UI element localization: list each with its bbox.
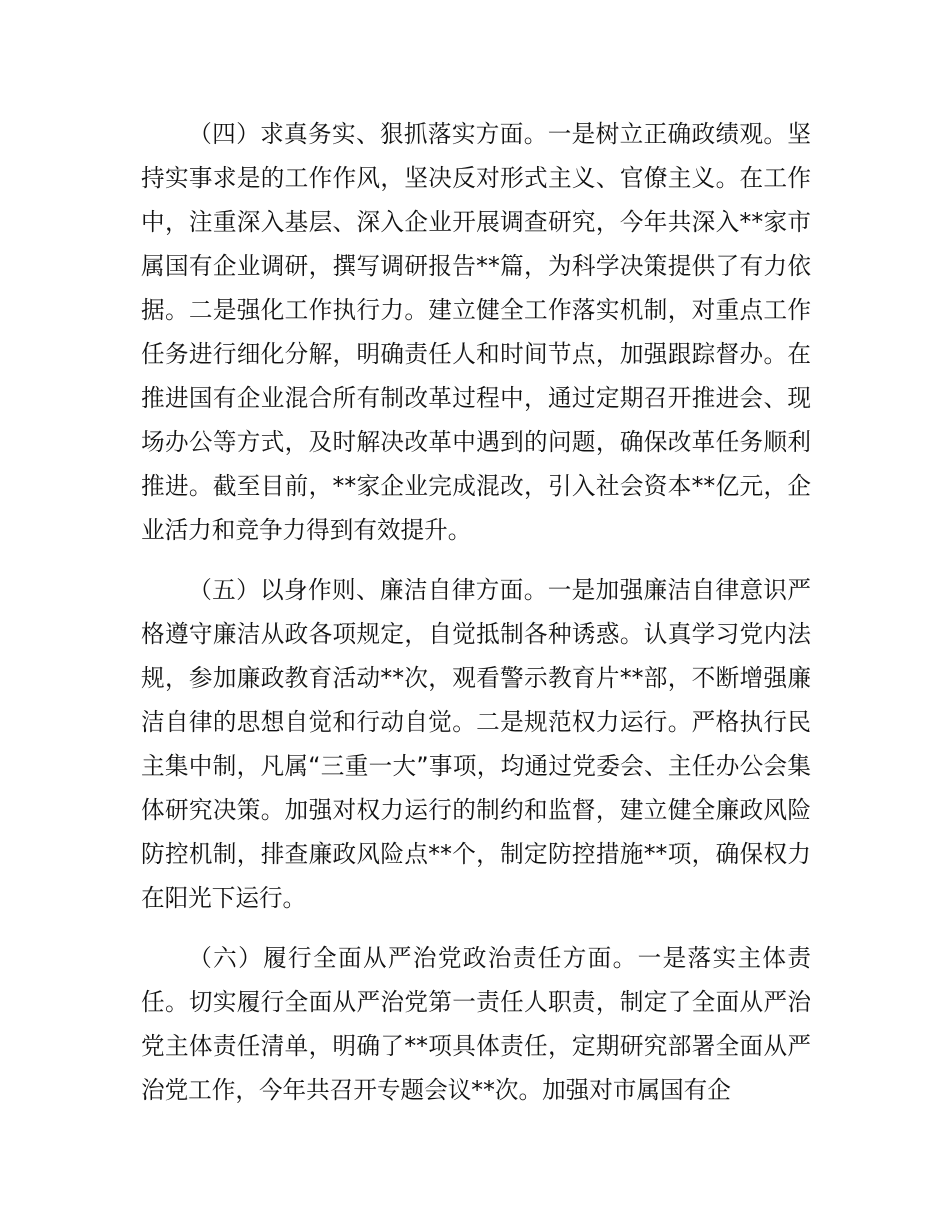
document-body (141, 112, 811, 1128)
paragraph-section-4: （四）求真务实、狠抓落实方面。一是树立正确政绩观。坚持实事求是的工作作风，坚决反对形式主义、官僚主义。在工作中，注重深入基层、深入企业开展调查研究，今年共深入**家市属国有企业调研，撰写调研报告**篇，为科学决策提供了有力依据。二是强化工作执行力。建立健全工作落实机制，对重点工作任务进行细化分解，明确责任人和时间节点，加强跟踪督办。在推进国有企业混合所有制改革过程中，通过定期召开推进会、现场办公等方式，及时解决改革中遇到的问题，确保改革任务顺利推进。截至目前，**家企业完成混改，引入社会资本**亿元，企业活力和竞争力得到有效提升。 (141, 120, 811, 544)
paragraph-section-5: （五）以身作则、廉洁自律方面。一是加强廉洁自律意识严格遵守廉洁从政各项规定，自觉抵制各种诱惑。认真学习党内法规，参加廉政教育活动**次，观看警示教育片**部，不断增强廉洁自律的思想自觉和行动自觉。二是规范权力运行。严格执行民主集中制，凡属“三重一大”事项，均通过党委会、主任办公会集体研究决策。加强对权力运行的制约和监督，建立健全廉政风险防控机制，排查廉政风险点**个，制定防控措施**项，确保权力在阳光下运行。 (141, 576, 811, 912)
paragraph-section-6: （六）履行全面从严治党政治责任方面。一是落实主体责任。切实履行全面从严治党第一责任人职责，制定了全面从严治党主体责任清单，明确了**项具体责任，定期研究部署全面从严治党工作，今年共召开专题会议**次。加强对市属国有企 (141, 944, 811, 1104)
